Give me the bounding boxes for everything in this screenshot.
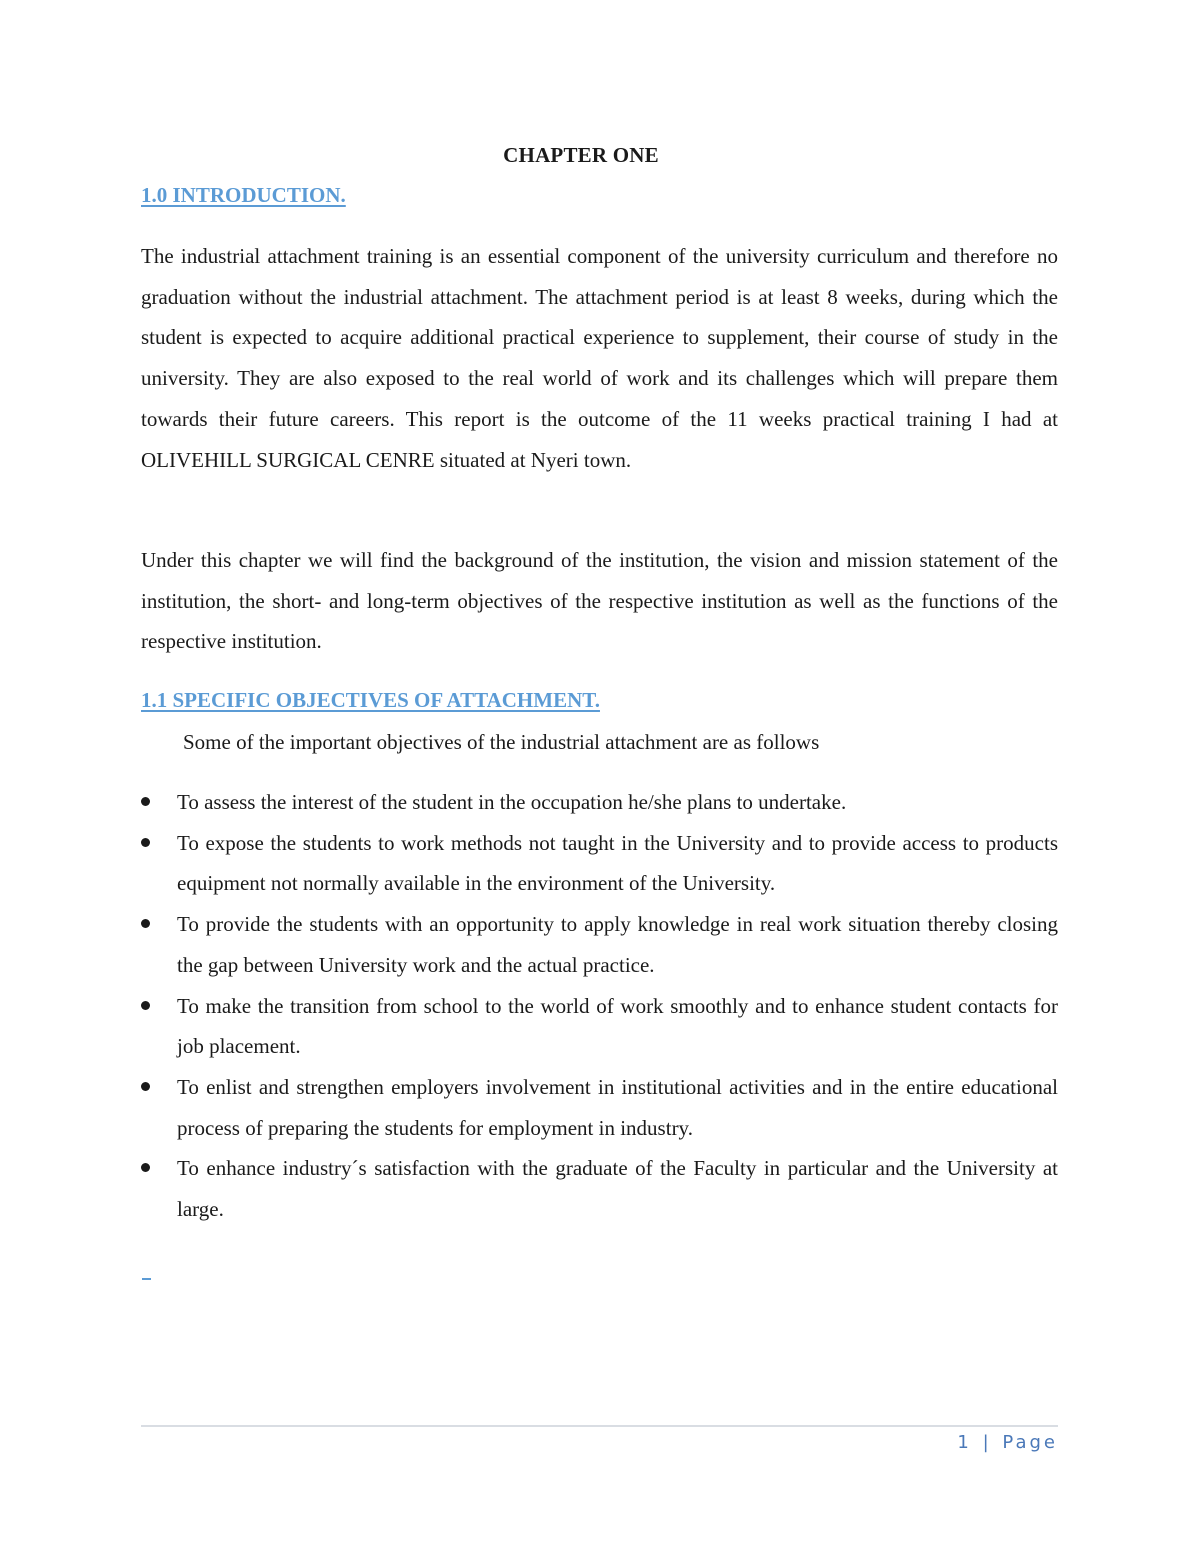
bullet-icon [141, 1001, 150, 1010]
bullet-icon [141, 797, 150, 806]
intro-heading: 1.0 INTRODUCTION. [141, 183, 346, 207]
chapter-overview-paragraph: Under this chapter we will find the background of the institution, the vision and mission statement of the institution, the short- and long-term objectives of the respective institution as well as the functions of the respective institution. [141, 548, 1058, 654]
list-item-text: To provide the students with an opportunity to apply knowledge in real work situation thereby closing the gap between University work and the actual practice. [177, 912, 1058, 977]
bullet-icon [141, 1163, 150, 1172]
bullet-icon [141, 919, 150, 928]
bullet-icon [141, 838, 150, 847]
list-item-text: To assess the interest of the student in the occupation he/she plans to undertake. [177, 790, 847, 814]
page-footer [957, 1432, 1058, 1453]
chapter-title: CHAPTER ONE [503, 143, 659, 167]
stray-underline-mark [142, 1278, 151, 1280]
list-item [141, 1067, 1058, 1148]
page-label: Page [1002, 1432, 1058, 1453]
list-item [141, 904, 1058, 985]
list-item-text: To make the transition from school to the world of work smoothly and to enhance student contacts for job placement. [177, 993, 1058, 1059]
list-item [141, 823, 1058, 904]
list-item [141, 782, 1058, 823]
footer-separator: | [982, 1432, 992, 1453]
footer-divider [141, 1425, 1058, 1427]
page-number: 1 [957, 1432, 972, 1453]
list-item-text: To enlist and strengthen employers involvement in institutional activities and in the entire educational process of preparing the students for employment in industry. [177, 1074, 1058, 1140]
objectives-list [141, 782, 1058, 1230]
objectives-heading: 1.1 SPECIFIC OBJECTIVES OF ATTACHMENT. [141, 688, 600, 712]
list-item [141, 1148, 1058, 1229]
list-item-text: To enhance industry´s satisfaction with the graduate of the Faculty in particular and the University at large. [177, 1156, 1058, 1222]
objectives-lead: Some of the important objectives of the industrial attachment are as follows [183, 730, 820, 754]
intro-paragraph: The industrial attachment training is an essential component of the university curriculum and therefore no graduation without the industrial attachment. The attachment period is at least 8 weeks, during which the student is expected to acquire additional practical experience to supplement, their course of study in the university. They are also exposed to the real world of work and its challenges which will prepare them towards their future careers. This report is the outcome of the 11 weeks practical training I had at OLIVEHILL SURGICAL CENRE situated at Nyeri town. [141, 244, 1058, 472]
list-item [141, 986, 1058, 1067]
bullet-icon [141, 1082, 150, 1091]
list-item-text: To expose the students to work methods not taught in the University and to provide access to products equipment not normally available in the environment of the University. [177, 830, 1058, 896]
